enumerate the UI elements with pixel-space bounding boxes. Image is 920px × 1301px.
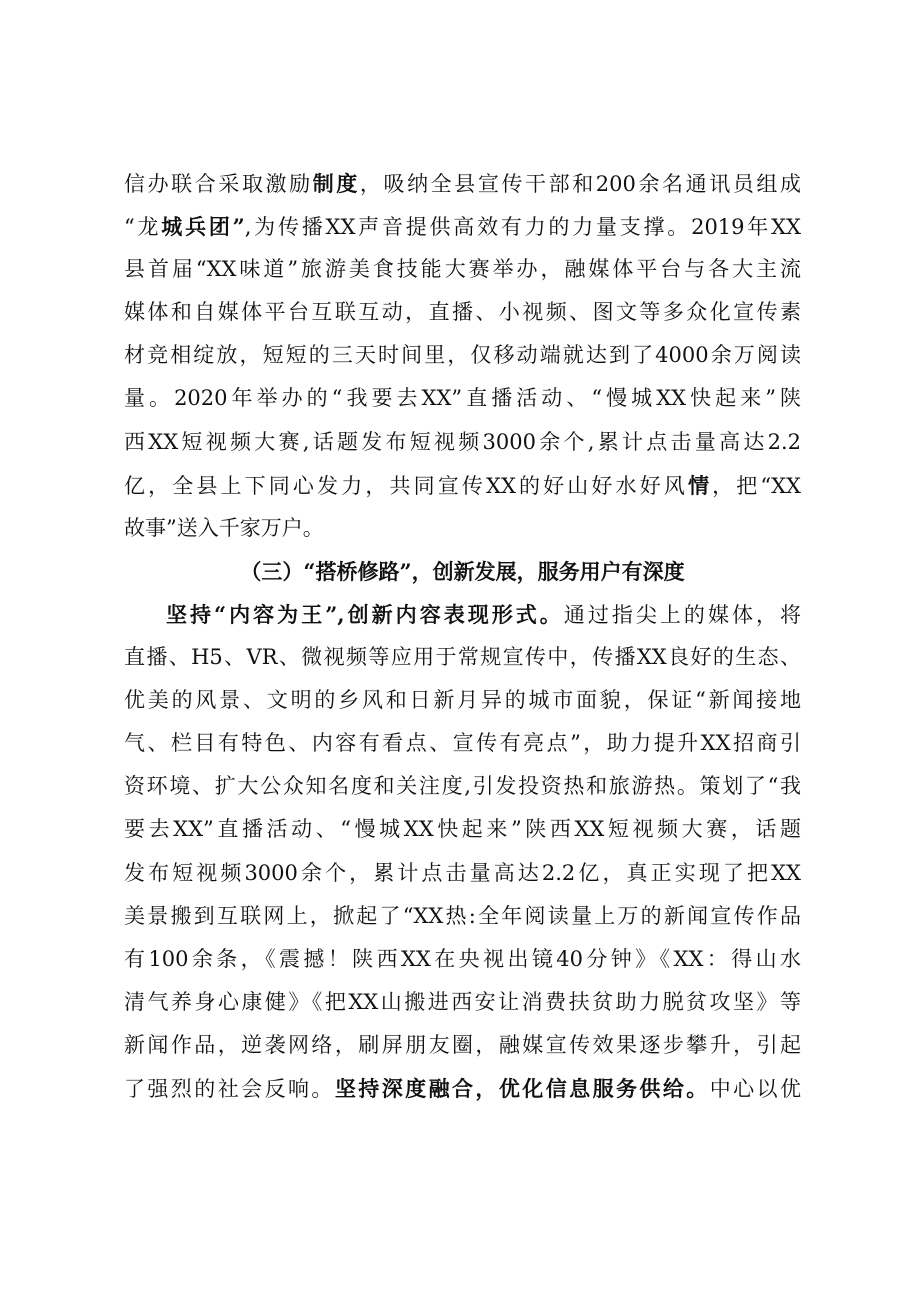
text-run: 媒体和自媒体平台互联互动，直播、小视频、图文等多众化宣传素 (124, 300, 801, 325)
text-run: 量。2020年举办的“我要去XX”直播活动、“慢城XX快起来”陕 (124, 386, 801, 411)
text-line (124, 981, 801, 1024)
text-line (124, 722, 801, 765)
text-run: 亿，全县上下同心发力，共同宣传XX的好山好水好风 (124, 473, 688, 498)
text-run: 新闻作品，逆袭网络，刷屏朋友圈，融媒宣传效果逐步攀升，引起 (124, 1032, 801, 1057)
text-run: 资环境、扩大公众知名度和关注度,引发投资热和旅游热。策划了“我 (124, 774, 801, 799)
text-run: 县首届“XX味道”旅游美食技能大赛举办，融媒体平台与各大主流 (124, 257, 801, 282)
paragraph-2 (124, 593, 801, 1110)
text-line (124, 852, 801, 895)
text-line (124, 377, 801, 420)
text-line (124, 291, 801, 334)
bold-text-run: 制度 (312, 171, 360, 196)
text-line (124, 334, 801, 377)
text-line (124, 808, 801, 851)
text-run: 信办联合采取激励 (124, 172, 313, 196)
text-run: ，把“XX (712, 473, 801, 498)
text-run: 有100余条，《震撼！陕西XX在央视出镜40分钟》《XX：得山水 (124, 946, 801, 971)
text-run: 气、栏目有特色、内容有看点、宣传有亮点”，助力提升XX招商引 (124, 731, 801, 756)
text-run: 通过指尖上的媒体，将 (563, 603, 802, 627)
text-line (124, 895, 801, 938)
text-line (124, 464, 801, 507)
text-run: 材竞相绽放，短短的三天时间里，仅移动端就达到了4000余万阅读 (124, 343, 801, 368)
text-line (124, 248, 801, 291)
text-line (124, 938, 801, 981)
text-run: 西XX短视频大赛,话题发布短视频3000余个,累计点击量高达2.2 (124, 429, 801, 454)
text-run: ,为传播XX声音提供高效有力的力量支撑。2019年XX (244, 215, 801, 240)
text-line (124, 593, 801, 636)
text-line (124, 205, 801, 248)
bold-text-run: 坚持深度融合，优化信息服务供给。 (334, 1076, 710, 1102)
text-run: “龙 (124, 215, 162, 240)
text-run: 美景搬到互联网上，掀起了“XX热:全年阅读量上万的新闻宣传作品 (124, 903, 801, 928)
text-run: 要去XX”直播活动、“慢城XX快起来”陕西XX短视频大赛，话题 (124, 817, 801, 842)
text-line (124, 1024, 801, 1067)
text-run: 故事”送入千家万户。 (124, 515, 324, 540)
bold-text-run: 城兵团” (161, 214, 245, 240)
bold-text-run: 情 (687, 472, 713, 498)
text-run: 清气养身心康健》《把XX山搬进西安让消费扶贫助力脱贫攻坚》等 (124, 989, 801, 1014)
text-run: 发布短视频3000余个，累计点击量高达2.2亿，真正实现了把XX (124, 860, 801, 885)
text-line (124, 162, 801, 205)
text-line (124, 679, 801, 722)
text-run: 直播、H5、VR、微视频等应用于常规宣传中，传播XX良好的生态、 (124, 645, 801, 670)
text-line (124, 636, 801, 679)
text-run: 优美的风景、文明的乡风和日新月异的城市面貌，保证“新闻接地 (124, 688, 801, 713)
text-run: 了强烈的社会反响。 (124, 1077, 335, 1102)
section-heading-3: （三）“搭桥修路”，创新发展，服务用户有深度 (240, 559, 685, 584)
text-line (124, 765, 801, 808)
text-line (124, 507, 801, 550)
text-line (124, 421, 801, 464)
text-line (124, 1067, 801, 1110)
text-run: 中心以优 (709, 1077, 802, 1102)
bold-text-run: 坚持“内容为王”,创新内容表现形式。 (166, 602, 564, 627)
paragraph-1 (124, 162, 801, 550)
text-run: ，吸纳全县宣传干部和200余名通讯员组成 (359, 172, 802, 196)
